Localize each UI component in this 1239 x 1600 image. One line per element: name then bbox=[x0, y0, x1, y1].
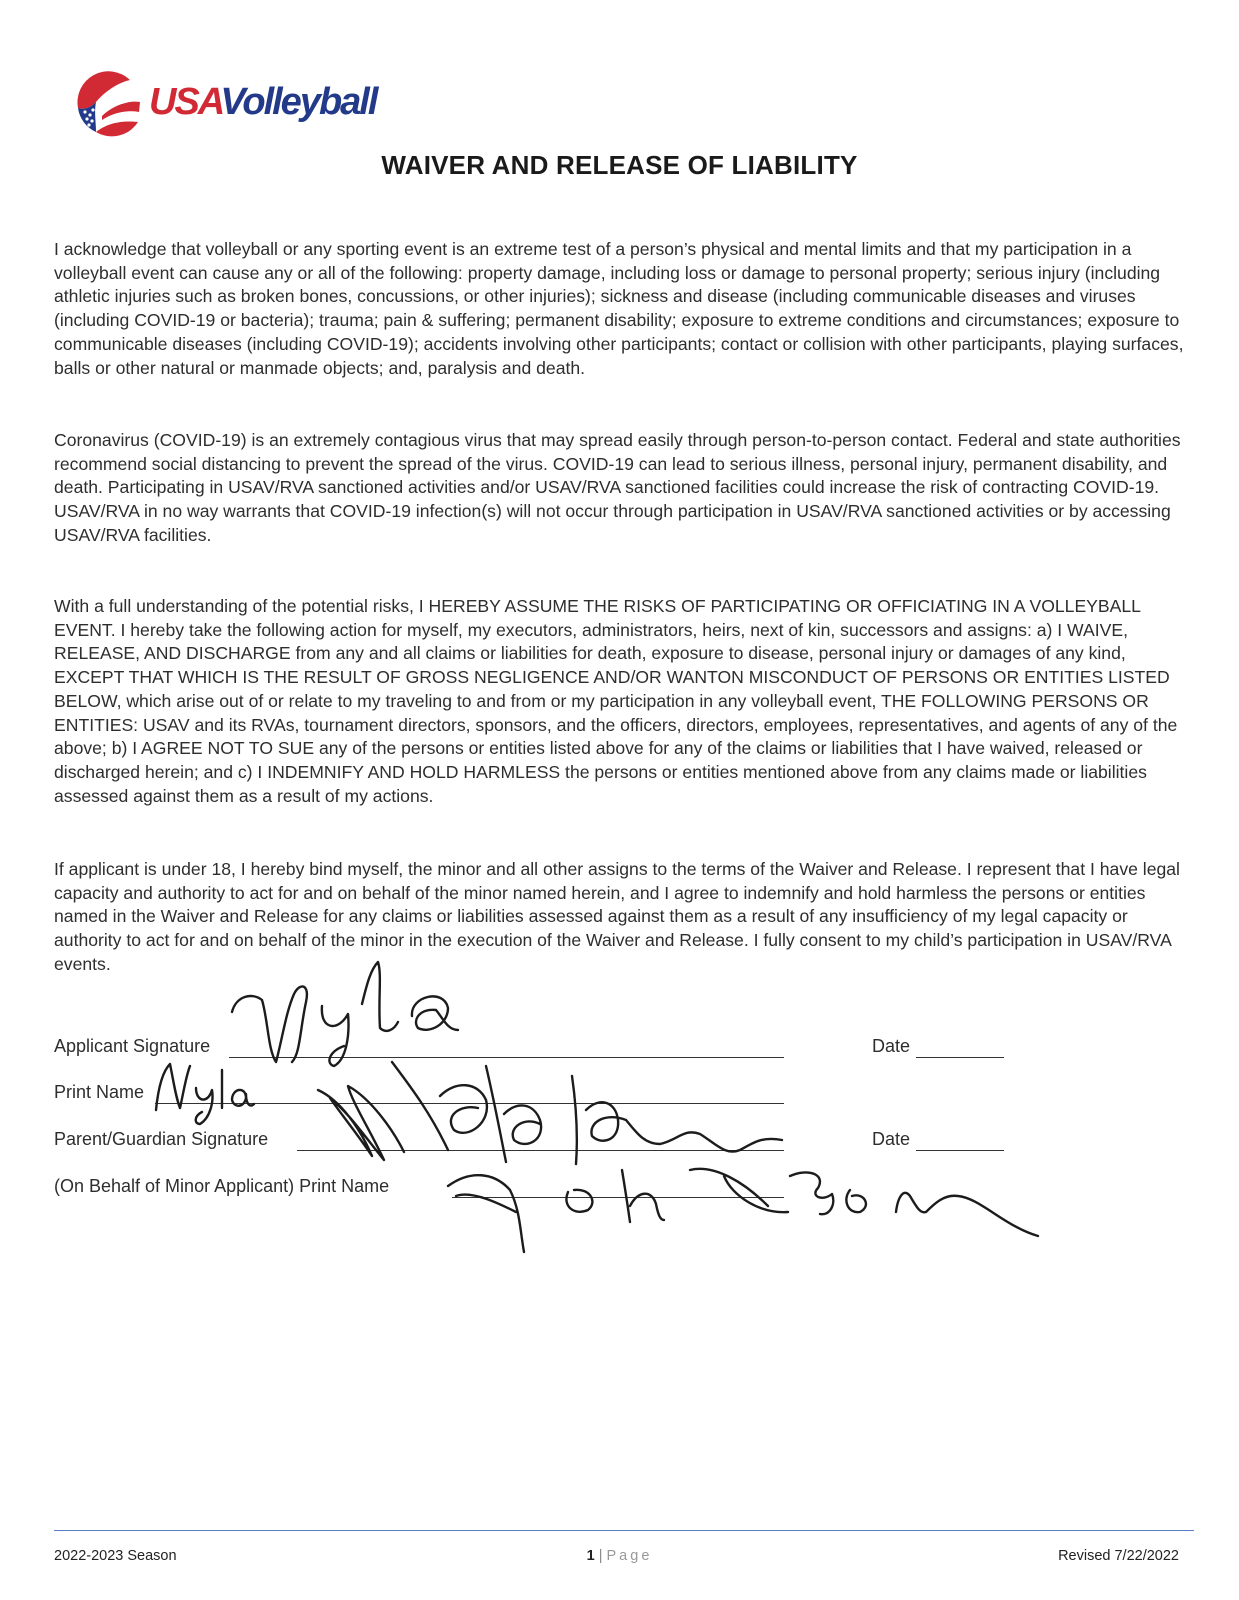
paragraph-waiver-release: With a full understanding of the potential risks, I HEREBY ASSUME THE RISKS OF PARTICIPATING OR OFFICIATING IN A VOLLEYBALL EVENT. I hereby take the following action for myself, my executors, administrators, heirs, next of kin, successors and assigns: a) I WAIVE, RELEASE, AND DISCHARGE from any and all claims or liabilities for death, exposure to disease, personal injury or damages of any kind, EXCEPT THAT WHICH IS THE RESULT OF GROSS NEGLIGENCE AND/OR WANTON MISCONDUCT OF PERSONS OR ENTITIES LISTED BELOW, which arise out of or relate to my traveling to and from or my participation in any volleyball event, THE FOLLOWING PERSONS OR ENTITIES: USAV and its RVAs, tournament directors, sponsors, and the officers, directors, employees, representatives, and agents of any of the above; b) I AGREE NOT TO SUE any of the persons or entities listed above for any of the claims or liabilities that I have waived, released or discharged herein; and c) I INDEMNIFY AND HOLD HARMLESS the persons or entities mentioned above from any claims made or liabilities assessed against them as a result of my actions. bbox=[54, 596, 1178, 806]
page-separator: | bbox=[598, 1548, 603, 1564]
logo-volleyball-text: Volleyball bbox=[220, 81, 377, 123]
print-name-line[interactable] bbox=[155, 1103, 784, 1104]
handwritten-print-name bbox=[156, 1064, 254, 1124]
footer-rule bbox=[54, 1530, 1194, 1531]
paragraph-covid: Coronavirus (COVID-19) is an extremely contagious virus that may spread easily through person-to-person contact. Federal and state authorities recommend social distancing to prevent the spread of the virus. COVID-19 can lead to serious illness, personal injury, permanent disability, and death. Participating in USAV/RVA sanctioned activities and/or USAV/RVA sanctioned facilities could increase the risk of contracting COVID-19. USAV/RVA in no way warrants that COVID-19 infection(s) will not occur through participation in USAV/RVA sanctioned activities or by accessing USAV/RVA facilities. bbox=[54, 430, 1181, 545]
footer-season: 2022-2023 Season bbox=[54, 1548, 177, 1564]
page-title: WAIVER AND RELEASE OF LIABILITY bbox=[381, 150, 858, 180]
page-number: 1 bbox=[586, 1548, 595, 1564]
applicant-signature-line[interactable] bbox=[229, 1057, 784, 1058]
minor-print-name-label: (On Behalf of Minor Applicant) Print Name bbox=[54, 1176, 390, 1196]
parent-signature-label: Parent/Guardian Signature bbox=[54, 1129, 269, 1149]
print-name-label: Print Name bbox=[54, 1082, 145, 1102]
handwritten-minor-print-name bbox=[448, 1169, 1038, 1252]
page-word: Page bbox=[606, 1548, 653, 1564]
usa-volleyball-logo bbox=[72, 68, 392, 140]
parent-date-line[interactable] bbox=[916, 1150, 1004, 1151]
volleyball-ball-icon bbox=[72, 68, 148, 140]
applicant-date-label bbox=[872, 1036, 910, 1057]
handwritten-parent-signature bbox=[318, 1062, 782, 1164]
footer-page-number bbox=[0, 1548, 1239, 1564]
footer-revised-date: Revised 7/22/2022 bbox=[1058, 1548, 1179, 1564]
parent-date-label bbox=[872, 1129, 910, 1150]
paragraph-acknowledgment: I acknowledge that volleyball or any sporting event is an extreme test of a person’s physical and mental limits and that my participation in a volleyball event can cause any or all of the following: property damage, including loss or damage to personal property; serious injury (including athletic injuries such as broken bones, concussions, or other injuries); sickness and disease (including communicable diseases and viruses (including COVID-19 or bacteria); trauma; pain & suffering; permanent disability; exposure to extreme conditions and circumstances; exposure to communicable diseases (including COVID-19); accidents involving other participants; contact or collision with other participants, playing surfaces, balls or other natural or manmade objects; and, paralysis and death. bbox=[54, 239, 1184, 378]
applicant-date-text: Date bbox=[872, 1036, 911, 1056]
logo-usa-text: USA bbox=[149, 81, 221, 123]
logo-wordmark bbox=[149, 82, 376, 122]
parent-date-text: Date bbox=[872, 1129, 911, 1149]
applicant-signature-label: Applicant Signature bbox=[54, 1036, 211, 1056]
minor-print-name-line[interactable] bbox=[452, 1197, 784, 1198]
paragraph-minor-consent: If applicant is under 18, I hereby bind myself, the minor and all other assigns to the terms of the Waiver and Release. I represent that I have legal capacity and authority to act for and on behalf of the minor named herein, and I agree to indemnify and hold harmless the persons or entities named in the Waiver and Release for any claims or liabilities assessed against them as a result of any insufficiency of my legal capacity or authority to act for and on behalf of the minor in the execution of the Waiver and Release. I fully consent to my child’s participation in USAV/RVA events. bbox=[54, 859, 1180, 974]
parent-signature-line[interactable] bbox=[297, 1150, 784, 1151]
handwritten-applicant-signature bbox=[232, 962, 458, 1066]
applicant-date-line[interactable] bbox=[916, 1057, 1004, 1058]
